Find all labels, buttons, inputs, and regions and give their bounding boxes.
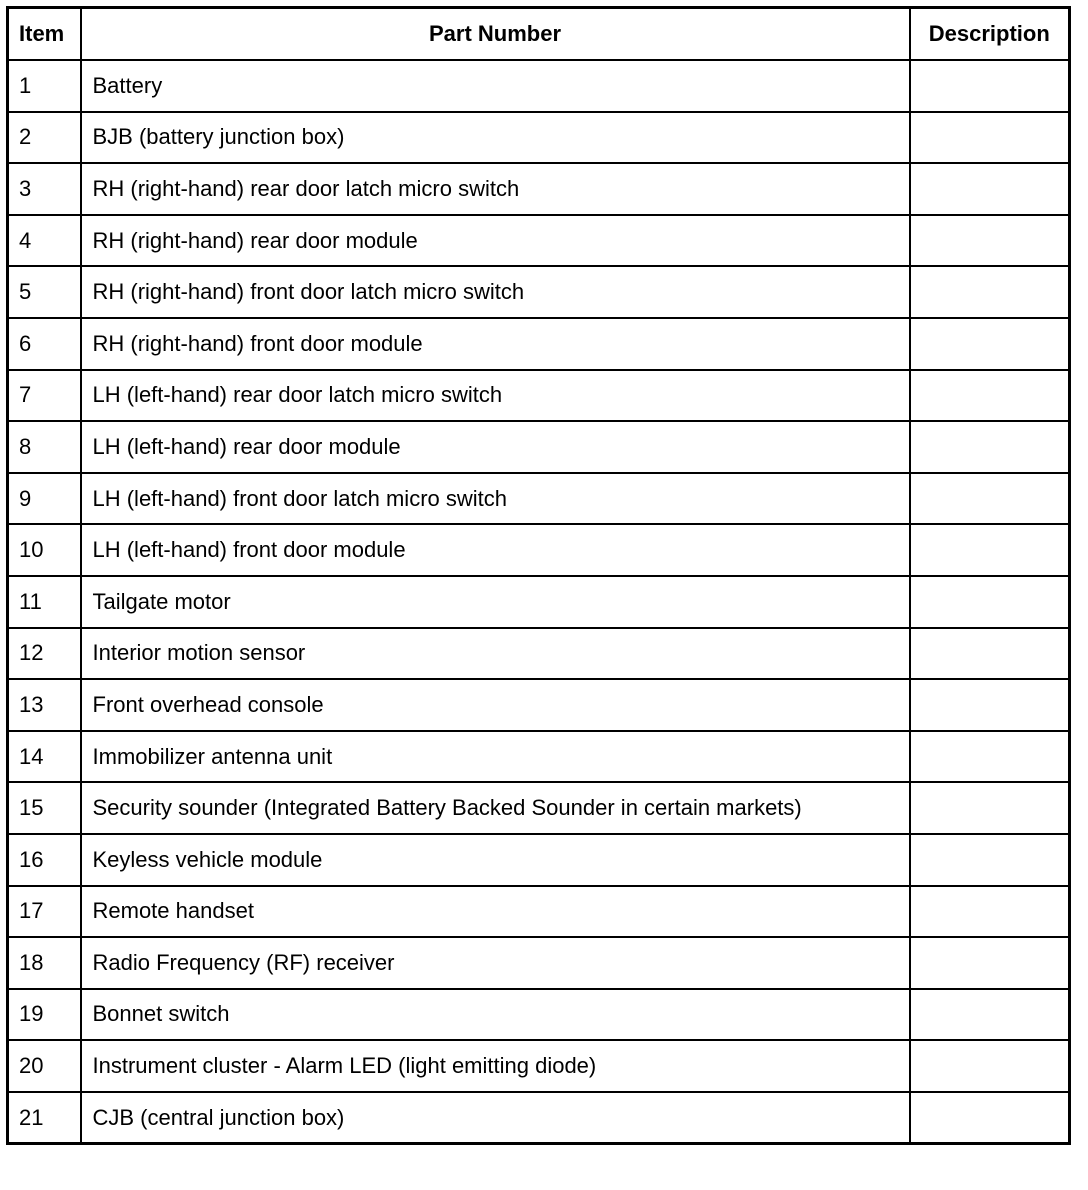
item-number-cell: 9 [8,473,81,525]
item-number-cell: 11 [8,576,81,628]
item-number-cell: 20 [8,1040,81,1092]
table-row [8,576,1070,628]
part-number-cell: CJB (central junction box) [81,1092,910,1144]
item-number-cell: 7 [8,370,81,422]
item-number-cell: 1 [8,60,81,112]
table-row [8,1092,1070,1144]
part-number-cell: RH (right-hand) front door latch micro switch [81,266,910,318]
table-row [8,679,1070,731]
item-number-cell: 2 [8,112,81,164]
item-number-cell: 15 [8,782,81,834]
description-cell [910,679,1070,731]
description-cell [910,989,1070,1041]
description-cell [910,576,1070,628]
part-number-cell: RH (right-hand) front door module [81,318,910,370]
part-number-cell: Radio Frequency (RF) receiver [81,937,910,989]
part-number-cell: Remote handset [81,886,910,938]
table-row [8,60,1070,112]
part-number-cell: Battery [81,60,910,112]
table-row [8,112,1070,164]
table-row [8,628,1070,680]
column-header-item: Item [8,8,81,61]
table-row [8,318,1070,370]
item-number-cell: 12 [8,628,81,680]
description-cell [910,1040,1070,1092]
part-number-cell: Interior motion sensor [81,628,910,680]
item-number-cell: 8 [8,421,81,473]
description-cell [910,1092,1070,1144]
item-number-cell: 14 [8,731,81,783]
item-number-cell: 10 [8,524,81,576]
part-number-cell: RH (right-hand) rear door latch micro switch [81,163,910,215]
header-row [8,8,1070,61]
part-number-cell: BJB (battery junction box) [81,112,910,164]
item-number-cell: 18 [8,937,81,989]
table-row [8,834,1070,886]
part-number-cell: Tailgate motor [81,576,910,628]
parts-table [6,6,1071,1145]
part-number-cell: Front overhead console [81,679,910,731]
column-header-description: Description [910,8,1070,61]
table-row [8,266,1070,318]
part-number-cell: RH (right-hand) rear door module [81,215,910,267]
table-row [8,370,1070,422]
table-row [8,782,1070,834]
description-cell [910,60,1070,112]
item-number-cell: 13 [8,679,81,731]
table-row [8,731,1070,783]
part-number-cell: LH (left-hand) rear door module [81,421,910,473]
table-row [8,473,1070,525]
item-number-cell: 19 [8,989,81,1041]
part-number-cell: Immobilizer antenna unit [81,731,910,783]
part-number-cell: Keyless vehicle module [81,834,910,886]
description-cell [910,266,1070,318]
part-number-cell: Bonnet switch [81,989,910,1041]
item-number-cell: 16 [8,834,81,886]
description-cell [910,524,1070,576]
table-row [8,1040,1070,1092]
table-row [8,421,1070,473]
part-number-cell: LH (left-hand) rear door latch micro switch [81,370,910,422]
description-cell [910,937,1070,989]
column-header-part-number: Part Number [81,8,910,61]
description-cell [910,370,1070,422]
item-number-cell: 3 [8,163,81,215]
table-body [8,60,1070,1144]
part-number-cell: Instrument cluster - Alarm LED (light emitting diode) [81,1040,910,1092]
description-cell [910,215,1070,267]
table-row [8,524,1070,576]
item-number-cell: 21 [8,1092,81,1144]
description-cell [910,473,1070,525]
table-row [8,937,1070,989]
description-cell [910,421,1070,473]
description-cell [910,731,1070,783]
item-number-cell: 17 [8,886,81,938]
item-number-cell: 4 [8,215,81,267]
description-cell [910,628,1070,680]
item-number-cell: 5 [8,266,81,318]
part-number-cell: LH (left-hand) front door module [81,524,910,576]
table-row [8,163,1070,215]
part-number-cell: LH (left-hand) front door latch micro switch [81,473,910,525]
table-row [8,215,1070,267]
table-row [8,989,1070,1041]
description-cell [910,886,1070,938]
description-cell [910,834,1070,886]
part-number-cell: Security sounder (Integrated Battery Backed Sounder in certain markets) [81,782,910,834]
description-cell [910,163,1070,215]
table-row [8,886,1070,938]
item-number-cell: 6 [8,318,81,370]
description-cell [910,112,1070,164]
description-cell [910,782,1070,834]
description-cell [910,318,1070,370]
